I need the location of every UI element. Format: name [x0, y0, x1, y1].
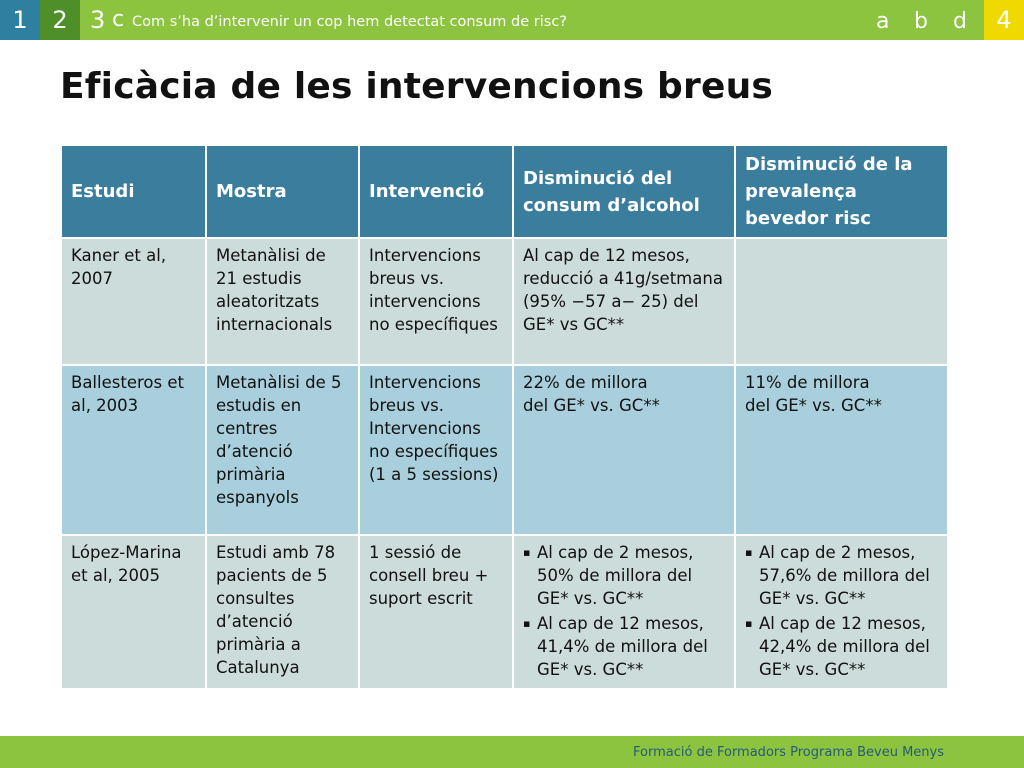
nav-section-4[interactable]: 4 — [984, 0, 1024, 40]
list-item — [523, 612, 725, 681]
table-row — [61, 238, 948, 365]
consumption-bullet-list — [523, 541, 725, 681]
list-item-text: Al cap de 2 mesos, 50% de millora del GE* vs. GC** — [537, 543, 694, 608]
prevalence-cell — [735, 365, 948, 535]
header-consumption-reduction: Disminució del consum d’alcohol — [513, 145, 735, 238]
prevalence-cell — [735, 535, 948, 689]
nav-subsection-a[interactable]: a — [876, 9, 890, 34]
square-bullet-icon: ▪ — [745, 617, 753, 630]
sample-cell: Metanàlisi de 5 estudis en centres d’atenció primària espanyols — [206, 365, 359, 535]
nav-subsection-b[interactable]: b — [914, 9, 928, 34]
list-item — [523, 541, 725, 610]
intervention-cell: Intervencions breus vs. intervencions no específiques — [359, 238, 513, 365]
sample-cell: Metanàlisi de 21 estudis aleatoritzats internacionals — [206, 238, 359, 365]
footer-text: Formació de Formadors Programa Beveu Menys — [633, 745, 944, 760]
table-header-row — [61, 145, 948, 238]
nav-section-3[interactable]: 3 — [90, 6, 106, 34]
header-prevalence-reduction: Disminució de la prevalença bevedor risc — [735, 145, 948, 238]
consumption-line: 22% de millora — [523, 373, 648, 392]
prevalence-bullet-list — [745, 541, 938, 681]
prevalence-cell — [735, 238, 948, 365]
square-bullet-icon: ▪ — [523, 546, 531, 559]
list-item-text: Al cap de 12 mesos, 41,4% de millora del GE* vs. GC** — [537, 614, 708, 679]
intervention-cell: 1 sessió de consell breu + suport escrit — [359, 535, 513, 689]
header-study: Estudi — [61, 145, 206, 238]
square-bullet-icon: ▪ — [523, 617, 531, 630]
study-cell: Ballesteros et al, 2003 — [61, 365, 206, 535]
table-row — [61, 535, 948, 689]
header-sample: Mostra — [206, 145, 359, 238]
studies-table — [60, 144, 949, 690]
footer-bar — [0, 736, 1024, 768]
prevalence-line: del GE* vs. GC** — [745, 396, 882, 415]
header-intervention: Intervenció — [359, 145, 513, 238]
list-item-text: Al cap de 2 mesos, 57,6% de millora del GE* vs. GC** — [759, 543, 930, 608]
top-nav-bar — [0, 0, 1024, 40]
nav-section-2[interactable]: 2 — [40, 0, 80, 40]
nav-section-1[interactable]: 1 — [0, 0, 40, 40]
table-row — [61, 365, 948, 535]
consumption-cell — [513, 365, 735, 535]
study-cell: Kaner et al, 2007 — [61, 238, 206, 365]
nav-question-text: Com s’ha d’intervenir un cop hem detectat consum de risc? — [132, 14, 567, 30]
consumption-cell — [513, 535, 735, 689]
slide-title: Eficàcia de les intervencions breus — [60, 66, 774, 107]
list-item-text: Al cap de 12 mesos, 42,4% de millora del GE* vs. GC** — [759, 614, 930, 679]
list-item — [745, 541, 938, 610]
study-cell: López-Marina et al, 2005 — [61, 535, 206, 689]
prevalence-line: 11% de millora — [745, 373, 870, 392]
nav-subsection-d[interactable]: d — [953, 9, 967, 34]
sample-cell: Estudi amb 78 pacients de 5 consultes d’atenció primària a Catalunya — [206, 535, 359, 689]
square-bullet-icon: ▪ — [745, 546, 753, 559]
consumption-cell: Al cap de 12 mesos, reducció a 41g/setmana (95% −57 a− 25) del GE* vs GC** — [513, 238, 735, 365]
list-item — [745, 612, 938, 681]
nav-subsection-c[interactable]: c — [112, 7, 125, 32]
consumption-line: del GE* vs. GC** — [523, 396, 660, 415]
intervention-cell: Intervencions breus vs. Intervencions no específiques (1 a 5 sessions) — [359, 365, 513, 535]
